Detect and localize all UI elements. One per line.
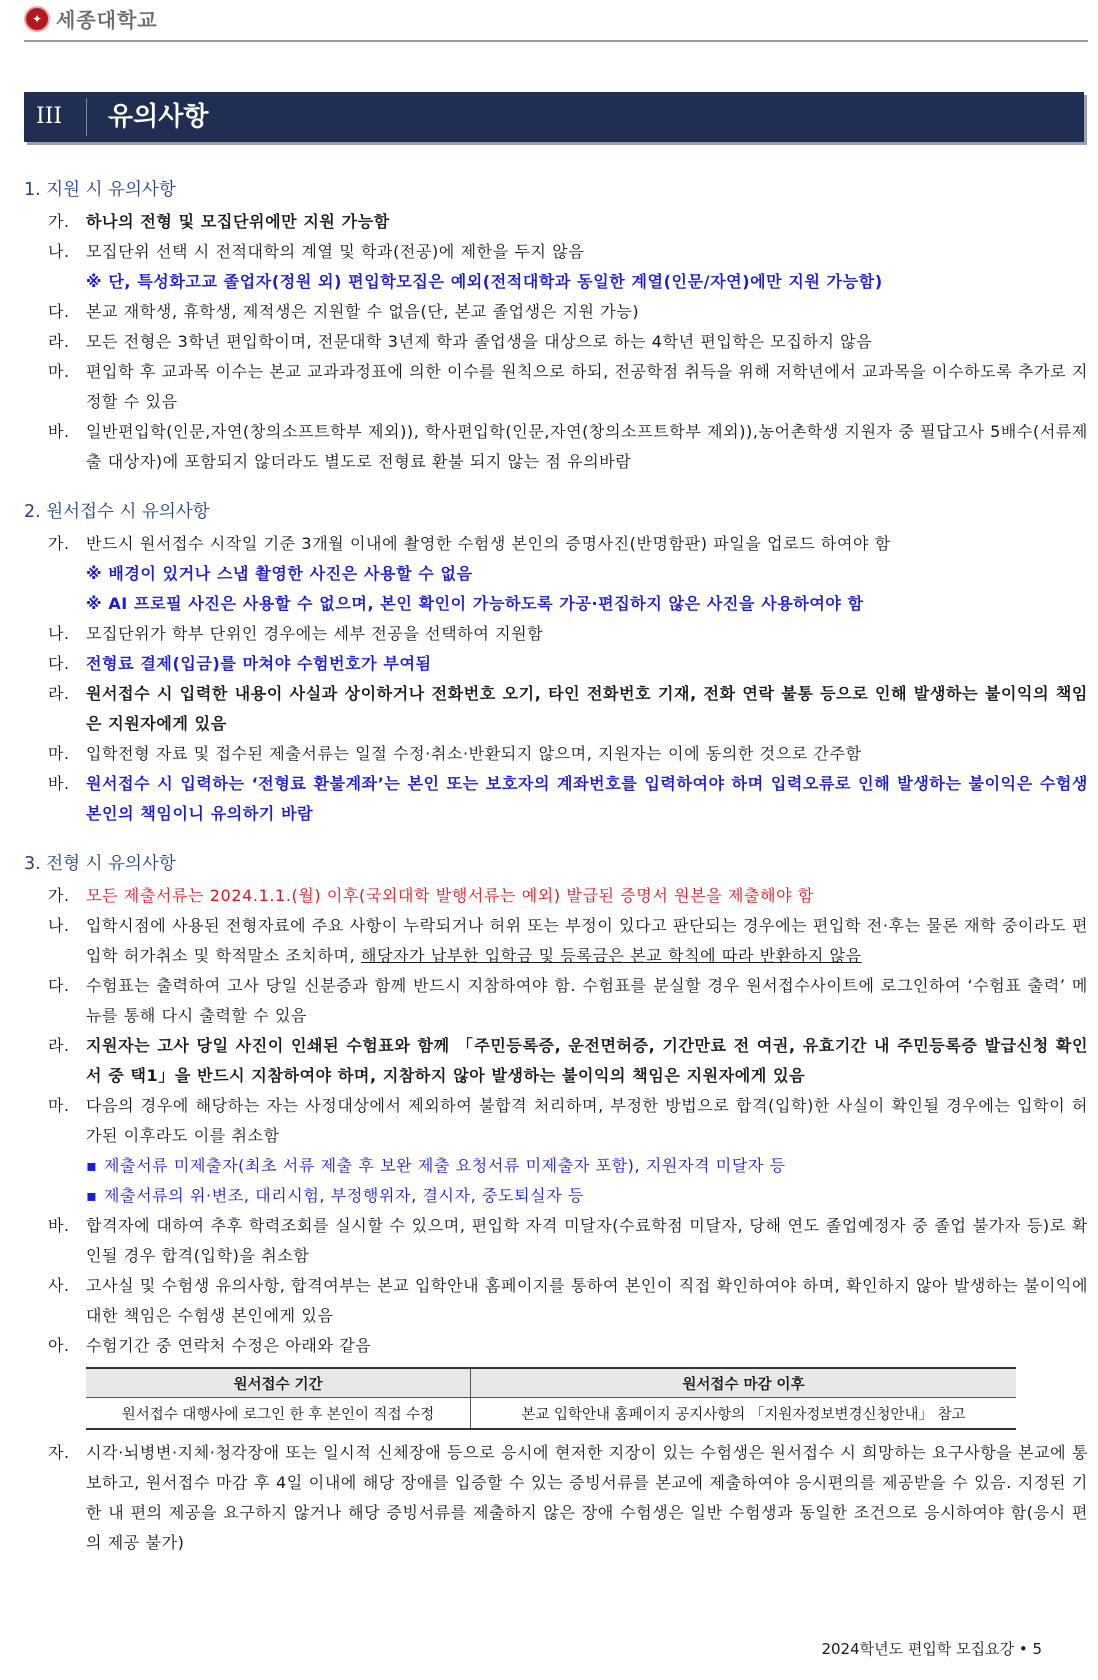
- bullet-text: 제출서류의 위·변조, 대리시험, 부정행위자, 결시자, 중도퇴실자 등: [104, 1186, 585, 1205]
- list-item: [24, 769, 1088, 829]
- item-text: 입학시점에 사용된 전형자료에 주요 사항이 누락되거나 허위 또는 부정이 있다고 판단되는 경우에는 편입학 전·후는 물론 재학 중이라도 편입학 허가취소 및 학적말소 조치하며,: [86, 916, 1088, 965]
- item-marker: 바.: [48, 422, 70, 441]
- bullet-item: [24, 1151, 1088, 1181]
- bullet-icon: ▪: [86, 1186, 98, 1205]
- item-text: 수험표는 출력하여 고사 당일 신분증과 함께 반드시 지참하여야 함. 수험표를 분실할 경우 원서접수사이트에 로그인하여 ‘수험표 출력’ 메뉴를 통해 다시 출력할 수 있음: [86, 976, 1088, 1025]
- item-text: 편입학 후 교과목 이수는 본교 교과과정표에 의한 이수를 원칙으로 하되, 전공학점 취득을 위해 저학년에서 교과목을 이수하도록 추가로 지정할 수 있음: [86, 362, 1088, 411]
- header-rule: [24, 40, 1088, 42]
- list-item: [24, 1031, 1088, 1091]
- item-marker: 나.: [48, 242, 70, 261]
- contact-change-table: [86, 1367, 1016, 1430]
- emblem-icon: ✦: [24, 6, 50, 32]
- item-marker: 바.: [48, 774, 70, 793]
- section-title: 1. 지원 시 유의사항: [24, 180, 176, 200]
- item-text: 고사실 및 수험생 유의사항, 합격여부는 본교 입학안내 홈페이지를 통하여 본인이 직접 확인하여야 하며, 확인하지 않아 발생하는 불이익에 대한 책임은 수험생 본인에게 있음: [86, 1276, 1088, 1325]
- item-marker: 라.: [48, 332, 70, 351]
- item-marker: 마.: [48, 744, 70, 763]
- item-text: 수험기간 중 연락처 수정은 아래와 같음: [86, 1336, 372, 1355]
- item-marker: 사.: [48, 1276, 70, 1295]
- item-text: 모든 제출서류는 2024.1.1.(월) 이후(국외대학 발행서류는 예외) 발급된 증명서 원본을 제출해야 함: [86, 886, 814, 905]
- list-item: [24, 739, 1088, 769]
- page-footer: 2024학년도 편입학 모집요강 • 5: [821, 1640, 1042, 1658]
- bullet-item: [24, 1181, 1088, 1211]
- item-text: 본교 재학생, 휴학생, 제적생은 지원할 수 없음(단, 본교 졸업생은 지원 가능): [86, 302, 640, 321]
- list-item: [24, 1211, 1088, 1271]
- banner-divider: [86, 98, 87, 136]
- list-item: [24, 881, 1088, 911]
- list-item: [24, 1438, 1088, 1558]
- list-item: [24, 649, 1088, 679]
- item-marker: 자.: [48, 1443, 70, 1462]
- list-item: [24, 1091, 1088, 1151]
- table-row: [86, 1398, 1016, 1430]
- list-item: [24, 237, 1088, 267]
- item-underlined-text: 해당자가 납부한 입학금 및 등록금은 본교 학칙에 따라 반환하지 않음: [360, 946, 862, 965]
- chapter-number: III: [36, 104, 63, 129]
- item-text: 시각·뇌병변·지체·청각장애 또는 일시적 신체장애 등으로 응시에 현저한 지장이 있는 수험생은 원서접수 시 희망하는 요구사항을 본교에 통보하고, 원서접수 마감 후 4일 이내에 해당 장애를 입증할 수 있는 증빙서류를 본교에 제출하여야 응시편의를 제공받을 수 있음. 지정된 기한 내 편의 제공을 요구하지 않거나 해당 증빙서류를 제출하지 않은 장애 수험생은 일반 수험생과 동일한 조건으로 응시하여야 함(응시 편의 제공 불가): [86, 1443, 1088, 1552]
- list-item: [24, 297, 1088, 327]
- item-text: 전형료 결제(입금)를 마쳐야 수험번호가 부여됨: [86, 654, 432, 673]
- item-note: ※ AI 프로필 사진은 사용할 수 없으며, 본인 확인이 가능하도록 가공·편집하지 않은 사진을 사용하여야 함: [86, 594, 864, 613]
- list-item: [24, 1331, 1088, 1361]
- item-marker: 나.: [48, 624, 70, 643]
- item-text: 다음의 경우에 해당하는 자는 사정대상에서 제외하여 불합격 처리하며, 부정한 방법으로 합격(입학)한 사실이 확인될 경우에는 입학이 허가된 이후라도 이를 취소함: [86, 1096, 1088, 1145]
- list-item: [24, 207, 1088, 237]
- list-item: [24, 911, 1088, 971]
- bullet-icon: ▪: [86, 1156, 98, 1175]
- table-cell: 원서접수 대행사에 로그인 한 후 본인이 직접 수정: [86, 1398, 471, 1430]
- item-text: 모집단위가 학부 단위인 경우에는 세부 전공을 선택하여 지원함: [86, 624, 544, 643]
- item-text: 원서접수 시 입력한 내용이 사실과 상이하거나 전화번호 오기, 타인 전화번호 기재, 전화 연락 불통 등으로 인해 발생하는 불이익의 책임은 지원자에게 있음: [86, 684, 1088, 733]
- item-text: 모든 전형은 3학년 편입학이며, 전문대학 3년제 학과 졸업생을 대상으로 하는 4학년 편입학은 모집하지 않음: [86, 332, 873, 351]
- item-marker: 가.: [48, 886, 70, 905]
- item-text: 일반편입학(인문,자연(창의소프트학부 제외)), 학사편입학(인문,자연(창의소프트학부 제외)),농어촌학생 지원자 중 필답고사 5배수(서류제출 대상자)에 포함되지 않더라도 별도로 전형료 환불 되지 않는 점 유의바람: [86, 422, 1088, 471]
- list-item: [24, 529, 1088, 559]
- main-content: [24, 175, 1088, 1558]
- list-item: [24, 327, 1088, 357]
- chapter-title: 유의사항: [108, 102, 209, 132]
- section-title: 3. 전형 시 유의사항: [24, 854, 176, 874]
- item-text: 지원자는 고사 당일 사진이 인쇄된 수험표와 함께 「주민등록증, 운전면허증, 기간만료 전 여권, 유효기간 내 주민등록증 발급신청 확인서 중 택1」을 반드시 지참하여야 하며, 지참하지 않아 발생하는 불이익의 책임은 지원자에게 있음: [86, 1036, 1088, 1085]
- table-cell: 본교 입학안내 홈페이지 공지사항의 「지원자정보변경신청안내」 참고: [471, 1398, 1017, 1430]
- list-item: [24, 971, 1088, 1031]
- item-marker: 라.: [48, 684, 70, 703]
- item-text: 반드시 원서접수 시작일 기준 3개월 이내에 촬영한 수험생 본인의 증명사진(반명함판) 파일을 업로드 하여야 함: [86, 534, 891, 553]
- university-logo: [24, 4, 158, 33]
- item-marker: 가.: [48, 534, 70, 553]
- list-item: [24, 1271, 1088, 1331]
- item-marker: 가.: [48, 212, 70, 231]
- item-text: 하나의 전형 및 모집단위에만 지원 가능함: [86, 212, 390, 231]
- item-text: 모집단위 선택 시 전적대학의 계열 및 학과(전공)에 제한을 두지 않음: [86, 242, 585, 261]
- list-item: [24, 619, 1088, 649]
- list-item: [24, 357, 1088, 417]
- list-item: [24, 417, 1088, 477]
- item-marker: 다.: [48, 302, 70, 321]
- item-text: 원서접수 시 입력하는 ‘전형료 환불계좌’는 본인 또는 보호자의 계좌번호를 입력하여야 하며 입력오류로 인해 발생하는 불이익은 수험생 본인의 책임이니 유의하기 바람: [86, 774, 1088, 823]
- bullet-text: 제출서류 미제출자(최초 서류 제출 후 보완 제출 요청서류 미제출자 포함), 지원자격 미달자 등: [104, 1156, 786, 1175]
- item-marker: 마.: [48, 362, 70, 381]
- item-text: 합격자에 대하여 추후 학력조회를 실시할 수 있으며, 편입학 자격 미달자(수료학점 미달자, 당해 연도 졸업예정자 중 졸업 불가자 등)로 확인될 경우 합격(입학)을 취소함: [86, 1216, 1088, 1265]
- table-header: 원서접수 마감 이후: [471, 1368, 1017, 1398]
- item-marker: 나.: [48, 916, 70, 935]
- item-text: 입학전형 자료 및 접수된 제출서류는 일절 수정·취소·반환되지 않으며, 지원자는 이에 동의한 것으로 간주함: [86, 744, 862, 763]
- chapter-banner: [24, 92, 1084, 142]
- item-marker: 다.: [48, 976, 70, 995]
- section-title: 2. 원서접수 시 유의사항: [24, 502, 210, 522]
- university-name: 세종대학교: [56, 8, 158, 32]
- item-marker: 아.: [48, 1336, 70, 1355]
- table-header: 원서접수 기간: [86, 1368, 471, 1398]
- item-marker: 바.: [48, 1216, 70, 1235]
- item-marker: 마.: [48, 1096, 70, 1115]
- item-note: ※ 배경이 있거나 스냅 촬영한 사진은 사용할 수 없음: [86, 564, 473, 583]
- item-note: ※ 단, 특성화고교 졸업자(정원 외) 편입학모집은 예외(전적대학과 동일한 계열(인문/자연)에만 지원 가능함): [86, 272, 883, 291]
- item-marker: 다.: [48, 654, 70, 673]
- item-marker: 라.: [48, 1036, 70, 1055]
- list-item: [24, 679, 1088, 739]
